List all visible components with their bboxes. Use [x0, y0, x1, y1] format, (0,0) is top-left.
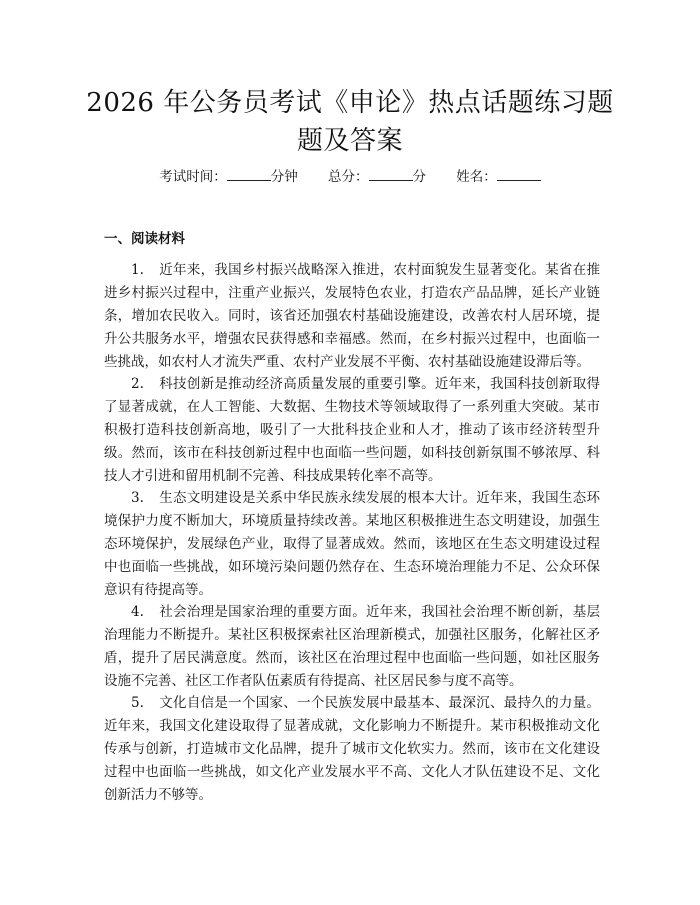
title-line-2: 题及答案 [296, 126, 403, 156]
time-blank [227, 166, 271, 181]
total-score [328, 166, 426, 187]
paragraph-number: 2. [131, 376, 144, 392]
paragraph-number: 4. [131, 604, 144, 620]
score-unit: 分 [412, 169, 426, 185]
paragraph-text: 科技创新是推动经济高质量发展的重要引擎。近年来，我国科技创新取得了显著成就，在人工智能、大数据、生物技术等领域取得了一系列重大突破。某市积极打造科技创新高地，吸引了一大批科技企业和人才，推动了该市经济转型升级。然而，该市在科技创新过程中也面临一些问题，如科技创新氛围不够浓厚、科技人才引进和留用机制不完善、科技成果转化率不高等。 [104, 376, 600, 484]
material-paragraph-2 [104, 373, 600, 488]
document-title [60, 84, 640, 160]
exam-time [159, 166, 298, 187]
material-paragraph-1 [104, 259, 600, 374]
title-line-1: 2026 年公务员考试《申论》热点话题练习题 [86, 88, 614, 118]
material-paragraph-4 [104, 601, 600, 693]
time-label: 考试时间： [159, 169, 227, 185]
paragraph-number: 1. [131, 262, 144, 278]
exam-info-line [0, 166, 700, 187]
section-heading: 一、阅读材料 [104, 231, 185, 247]
paragraph-text: 社会治理是国家治理的重要方面。近年来，我国社会治理不断创新，基层治理能力不断提升。某社区积极探索社区治理新模式，加强社区服务，化解社区矛盾，提升了居民满意度。然而，该社区在治理过程中也面临一些问题，如社区服务设施不完善、社区工作者队伍素质有待提高、社区居民参与度不高等。 [104, 604, 600, 689]
paragraph-text: 近年来，我国乡村振兴战略深入推进，农村面貌发生显著变化。某省在推进乡村振兴过程中，注重产业振兴，发展特色农业，打造农产品品牌，延长产业链条，增加农民收入。同时，该省还加强农村基础设施建设，改善农村人居环境，提升公共服务水平，增强农民获得感和幸福感。然而，在乡村振兴过程中，也面临一些挑战，如农村人才流失严重、农村产业发展不平衡、农村基础设施建设滞后等。 [104, 262, 600, 370]
paragraph-number: 3. [131, 490, 144, 506]
score-blank [369, 166, 413, 181]
time-unit: 分钟 [270, 169, 298, 185]
paragraph-text: 文化自信是一个国家、一个民族发展中最基本、最深沉、最持久的力量。近年来，我国文化建设取得了显著成就，文化影响力不断提升。某市积极推动文化传承与创新，打造城市文化品牌，提升了城市文化软实力。然而，该市在文化建设过程中也面临一些挑战，如文化产业发展水平不高、文化人才队伍建设不足、文化创新活力不够等。 [104, 695, 600, 803]
paragraph-text: 生态文明建设是关系中华民族永续发展的根本大计。近年来，我国生态环境保护力度不断加大，环境质量持续改善。某地区积极推进生态文明建设，加强生态环境保护，发展绿色产业，取得了显著成效。然而，该地区在生态文明建设过程中也面临一些挑战，如环境污染问题仍然存在、生态环境治理能力不足、公众环保意识有待提高等。 [104, 490, 600, 598]
name-label: 姓名： [456, 169, 497, 185]
score-label: 总分： [328, 169, 369, 185]
material-paragraph-3 [104, 487, 600, 602]
name-blank [497, 166, 541, 181]
examinee-name [456, 166, 541, 187]
material-paragraph-5 [104, 692, 600, 807]
paragraph-number: 5. [131, 695, 144, 711]
